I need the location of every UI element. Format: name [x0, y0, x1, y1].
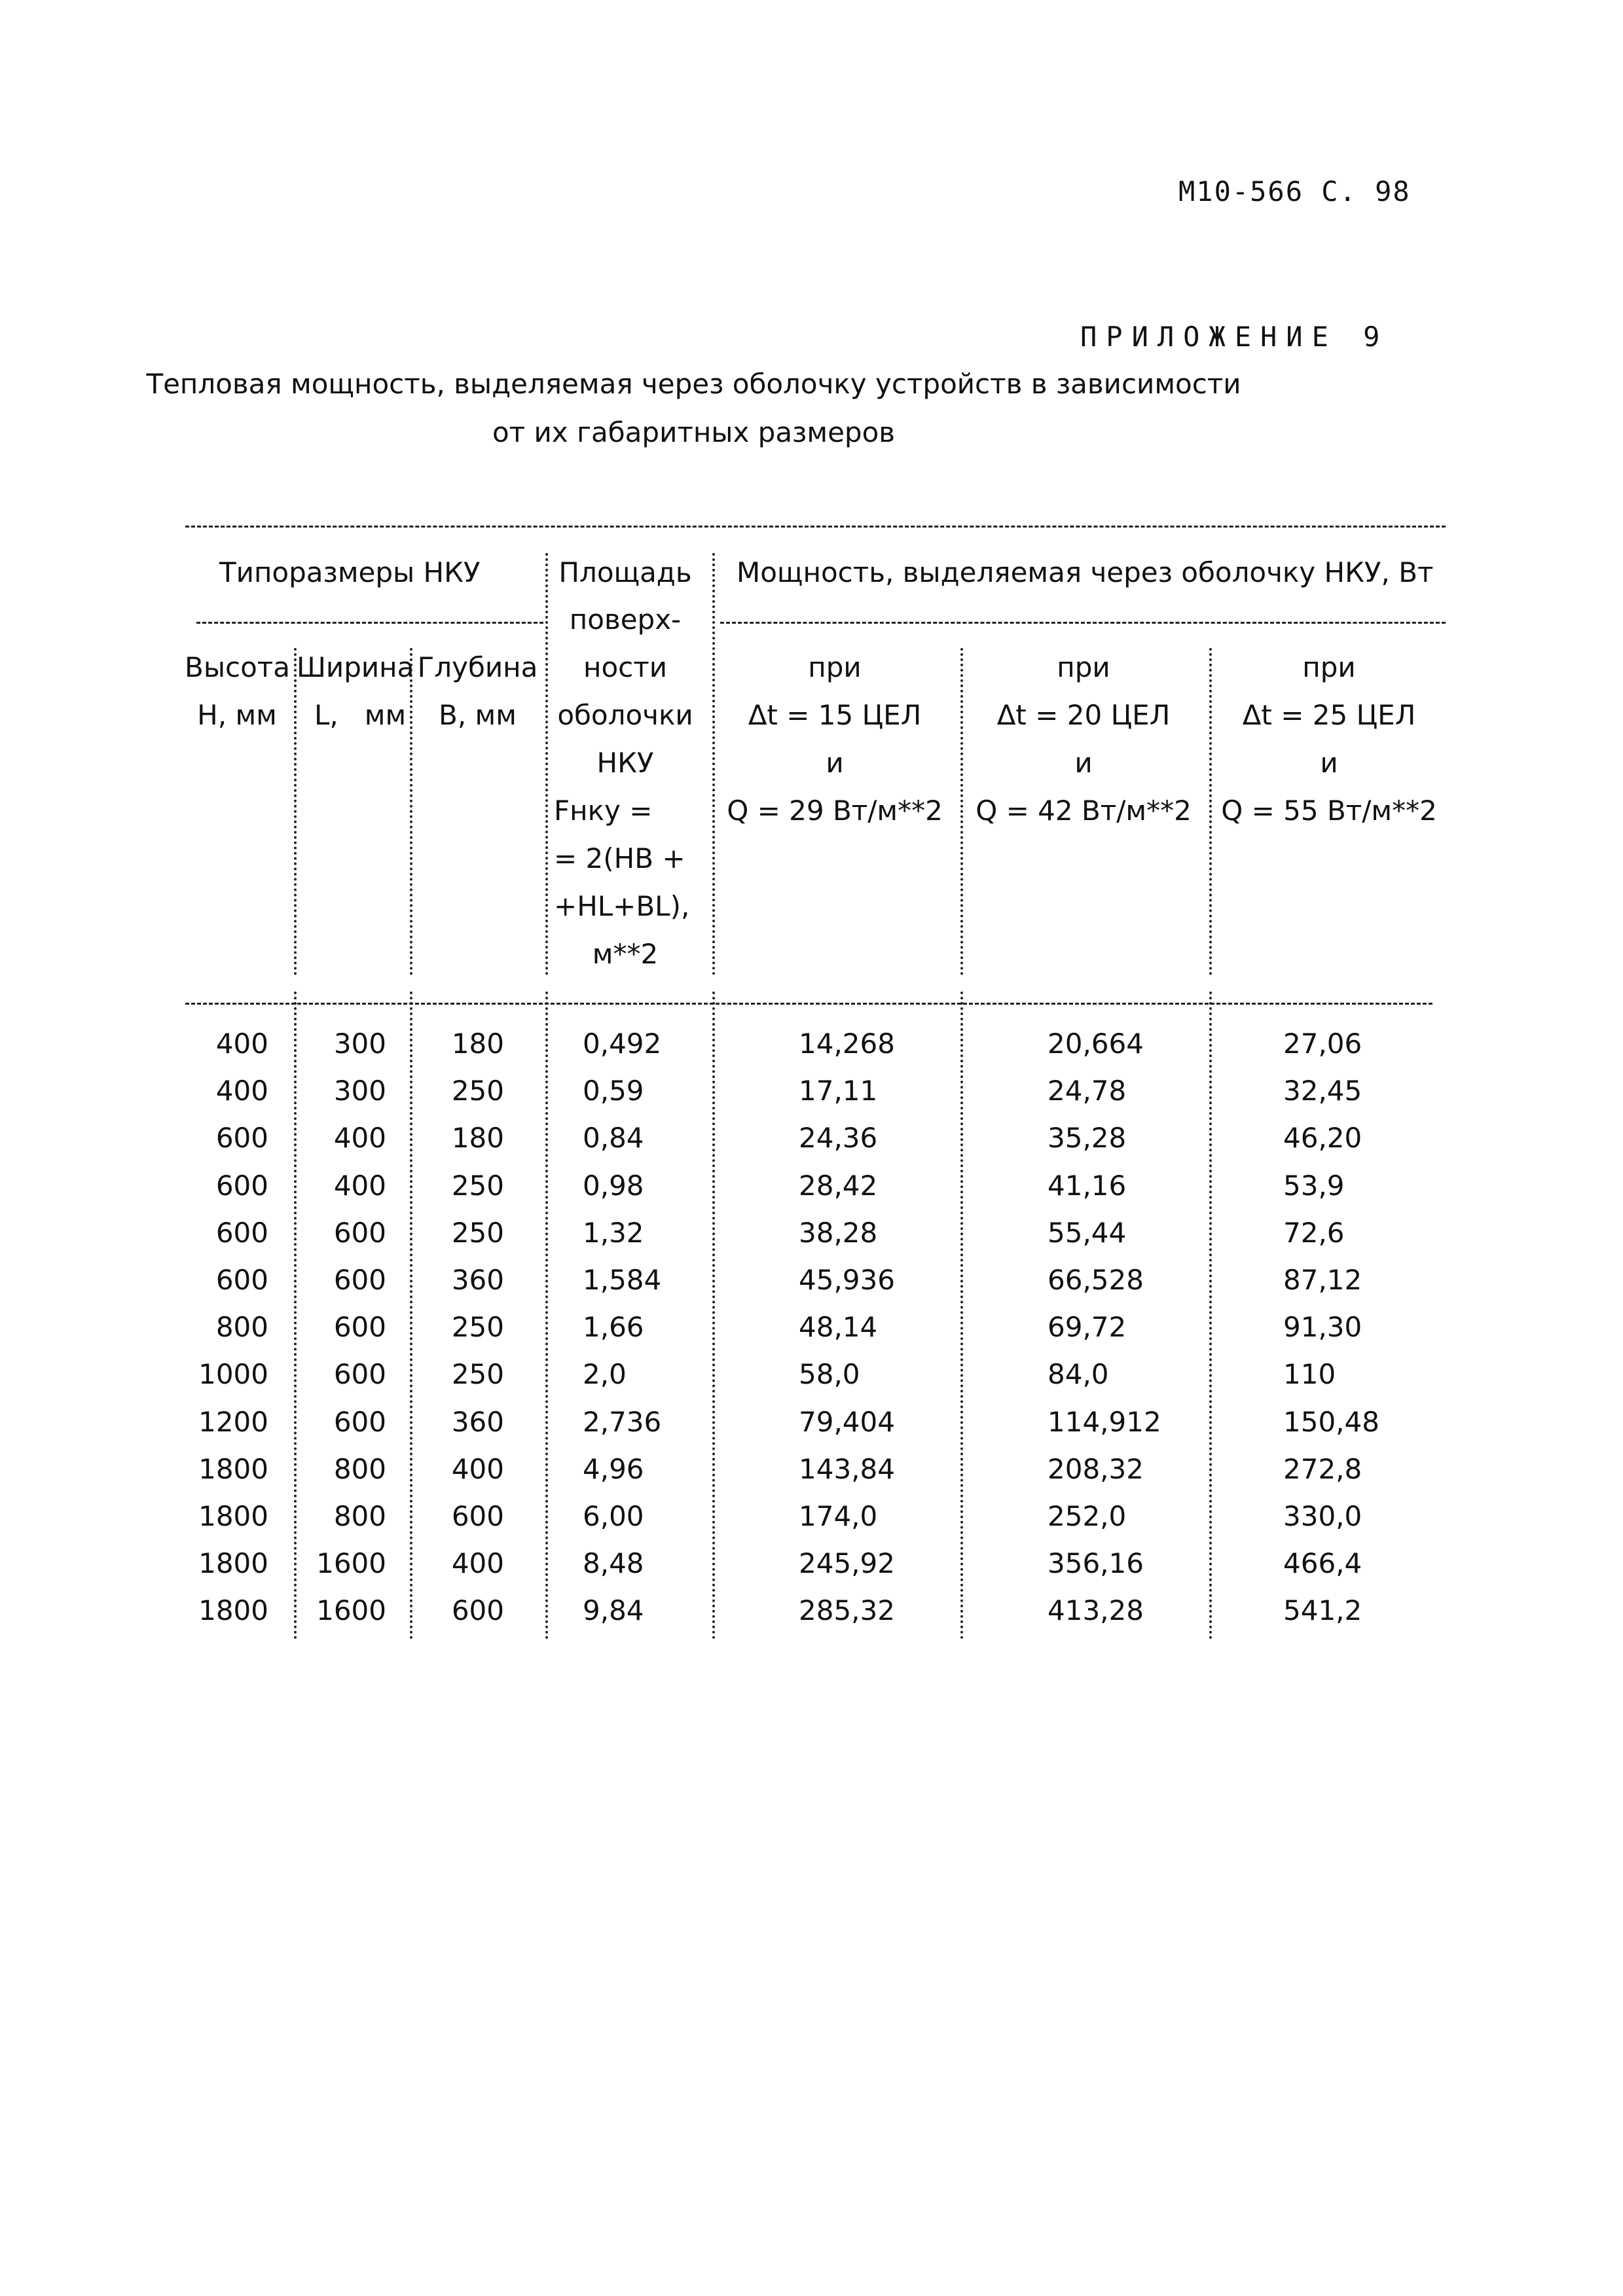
- col-sep-3: [545, 553, 548, 975]
- cell-p3: 150,48: [1283, 1405, 1379, 1438]
- cell-width: 600: [333, 1405, 386, 1438]
- cell-depth: 400: [451, 1452, 504, 1485]
- cell-width: 400: [333, 1122, 386, 1155]
- p2-label: при: [1057, 651, 1110, 683]
- sizes-group-rule: [196, 622, 543, 624]
- p1-label: при: [808, 651, 862, 683]
- cell-area: 1,32: [583, 1216, 644, 1249]
- cell-p1: 24,36: [799, 1122, 878, 1155]
- cell-height: 1200: [198, 1405, 268, 1438]
- cell-width: 1600: [316, 1594, 386, 1627]
- area-header-line-9: м**2: [592, 938, 659, 970]
- col-sep-4: [712, 553, 715, 975]
- cell-area: 6,00: [583, 1500, 644, 1532]
- area-header-line-7: = 2(HB +: [554, 842, 685, 874]
- p1-and: и: [826, 747, 844, 779]
- cell-height: 400: [215, 1075, 268, 1107]
- col-width-unit: L, мм: [314, 699, 407, 731]
- cell-height: 600: [215, 1216, 268, 1249]
- p3-label: при: [1302, 651, 1356, 683]
- cell-p3: 53,9: [1283, 1169, 1345, 1202]
- cell-p2: 69,72: [1048, 1311, 1127, 1344]
- cell-area: 0,98: [583, 1169, 644, 1202]
- appendix-title: ПРИЛОЖЕНИЕ 9: [1080, 321, 1389, 353]
- cell-p3: 46,20: [1283, 1122, 1362, 1155]
- cell-p2: 24,78: [1048, 1075, 1127, 1107]
- area-header-line-2: поверх-: [569, 603, 682, 636]
- cell-area: 0,492: [583, 1028, 662, 1060]
- cell-height: 1800: [198, 1452, 268, 1485]
- cell-width: 600: [333, 1311, 386, 1344]
- cell-p1: 285,32: [799, 1594, 895, 1627]
- cell-area: 8,48: [583, 1547, 644, 1580]
- cell-p1: 245,92: [799, 1547, 895, 1580]
- body-sep-6: [1209, 992, 1212, 1640]
- p3-and: и: [1320, 747, 1338, 779]
- cell-p3: 330,0: [1283, 1500, 1362, 1532]
- cell-depth: 400: [451, 1547, 504, 1580]
- cell-width: 800: [333, 1452, 386, 1485]
- col-sep-1: [294, 648, 297, 975]
- cell-depth: 600: [451, 1594, 504, 1627]
- p2-and: и: [1074, 747, 1093, 779]
- caption-line-2: от их габаритных размеров: [492, 416, 896, 448]
- cell-p3: 32,45: [1283, 1075, 1362, 1107]
- cell-height: 400: [215, 1028, 268, 1060]
- cell-p2: 20,664: [1048, 1028, 1144, 1060]
- cell-p1: 28,42: [799, 1169, 878, 1202]
- cell-p2: 114,912: [1048, 1405, 1161, 1438]
- cell-area: 0,59: [583, 1075, 644, 1107]
- p2-q: Q = 42 Вт/м**2: [976, 795, 1192, 827]
- cell-height: 800: [215, 1311, 268, 1344]
- cell-height: 600: [215, 1264, 268, 1296]
- cell-height: 1000: [198, 1358, 268, 1391]
- cell-depth: 250: [451, 1075, 504, 1107]
- cell-height: 1800: [198, 1500, 268, 1532]
- cell-p2: 41,16: [1048, 1169, 1127, 1202]
- cell-p1: 143,84: [799, 1452, 895, 1485]
- body-sep-4: [712, 992, 715, 1640]
- area-header-line-5: НКУ: [596, 747, 654, 779]
- cell-p1: 174,0: [799, 1500, 878, 1532]
- col-depth-unit: В, мм: [439, 699, 517, 731]
- cell-width: 400: [333, 1169, 386, 1202]
- cell-depth: 250: [451, 1216, 504, 1249]
- header-bottom-rule: [185, 1003, 1432, 1005]
- cell-p1: 48,14: [799, 1311, 878, 1344]
- header-power-group: Мощность, выделяемая через оболочку НКУ, Вт: [737, 556, 1434, 588]
- cell-p3: 91,30: [1283, 1311, 1362, 1344]
- cell-area: 2,0: [583, 1358, 627, 1391]
- col-height-unit: Н, мм: [197, 699, 277, 731]
- caption-line-1: Тепловая мощность, выделяемая через оболочку устройств в зависимости: [146, 368, 1241, 400]
- cell-p2: 66,528: [1048, 1264, 1144, 1296]
- header-sizes-group: Типоразмеры НКУ: [219, 556, 481, 588]
- p2-delta: Δt = 20 ЦЕЛ: [996, 699, 1171, 731]
- area-header-line-4: оболочки: [557, 699, 693, 731]
- cell-width: 600: [333, 1216, 386, 1249]
- p1-q: Q = 29 Вт/м**2: [727, 795, 943, 827]
- cell-p1: 58,0: [799, 1358, 860, 1391]
- cell-depth: 180: [451, 1028, 504, 1060]
- col-sep-6: [1209, 648, 1212, 975]
- cell-area: 1,584: [583, 1264, 662, 1296]
- cell-p3: 272,8: [1283, 1452, 1362, 1485]
- area-header-line-1: Площадь: [558, 556, 692, 588]
- cell-width: 1600: [316, 1547, 386, 1580]
- cell-depth: 360: [451, 1264, 504, 1296]
- cell-p3: 27,06: [1283, 1028, 1362, 1060]
- cell-height: 1800: [198, 1594, 268, 1627]
- cell-area: 9,84: [583, 1594, 644, 1627]
- cell-p1: 17,11: [799, 1075, 878, 1107]
- area-header-line-8: +HL+BL),: [554, 890, 690, 922]
- body-sep-3: [545, 992, 548, 1640]
- area-header-line-6: Fнку =: [554, 795, 653, 827]
- cell-area: 4,96: [583, 1452, 644, 1485]
- cell-height: 600: [215, 1122, 268, 1155]
- col-sep-2: [410, 648, 412, 975]
- cell-width: 300: [333, 1075, 386, 1107]
- cell-p1: 14,268: [799, 1028, 895, 1060]
- cell-area: 0,84: [583, 1122, 644, 1155]
- cell-p1: 45,936: [799, 1264, 895, 1296]
- cell-p2: 84,0: [1048, 1358, 1109, 1391]
- cell-width: 600: [333, 1358, 386, 1391]
- cell-area: 1,66: [583, 1311, 644, 1344]
- cell-p3: 87,12: [1283, 1264, 1362, 1296]
- cell-p2: 208,32: [1048, 1452, 1144, 1485]
- cell-depth: 600: [451, 1500, 504, 1532]
- cell-width: 600: [333, 1264, 386, 1296]
- col-height-label: Высота: [185, 651, 290, 683]
- power-group-rule: [720, 622, 1446, 624]
- cell-height: 600: [215, 1169, 268, 1202]
- cell-width: 300: [333, 1028, 386, 1060]
- cell-p2: 55,44: [1048, 1216, 1127, 1249]
- cell-p1: 38,28: [799, 1216, 878, 1249]
- cell-p3: 110: [1283, 1358, 1336, 1391]
- area-header-line-3: ности: [583, 651, 667, 683]
- p3-q: Q = 55 Вт/м**2: [1221, 795, 1437, 827]
- cell-depth: 250: [451, 1169, 504, 1202]
- cell-p2: 252,0: [1048, 1500, 1127, 1532]
- body-sep-5: [960, 992, 963, 1640]
- cell-p3: 466,4: [1283, 1547, 1362, 1580]
- cell-p3: 541,2: [1283, 1594, 1362, 1627]
- cell-p2: 413,28: [1048, 1594, 1144, 1627]
- cell-p2: 356,16: [1048, 1547, 1144, 1580]
- cell-height: 1800: [198, 1547, 268, 1580]
- cell-width: 800: [333, 1500, 386, 1532]
- cell-p3: 72,6: [1283, 1216, 1345, 1249]
- p1-delta: Δt = 15 ЦЕЛ: [748, 699, 922, 731]
- p3-delta: Δt = 25 ЦЕЛ: [1242, 699, 1416, 731]
- document-code: М10-566 С. 98: [1178, 175, 1411, 207]
- cell-depth: 180: [451, 1122, 504, 1155]
- cell-p2: 35,28: [1048, 1122, 1127, 1155]
- cell-depth: 250: [451, 1358, 504, 1391]
- table-top-rule: [185, 526, 1446, 528]
- cell-depth: 360: [451, 1405, 504, 1438]
- col-sep-5: [960, 648, 963, 975]
- col-depth-label: Глубина: [417, 651, 538, 683]
- cell-area: 2,736: [583, 1405, 662, 1438]
- col-width-label: Ширина: [297, 651, 414, 683]
- cell-depth: 250: [451, 1311, 504, 1344]
- cell-p1: 79,404: [799, 1405, 895, 1438]
